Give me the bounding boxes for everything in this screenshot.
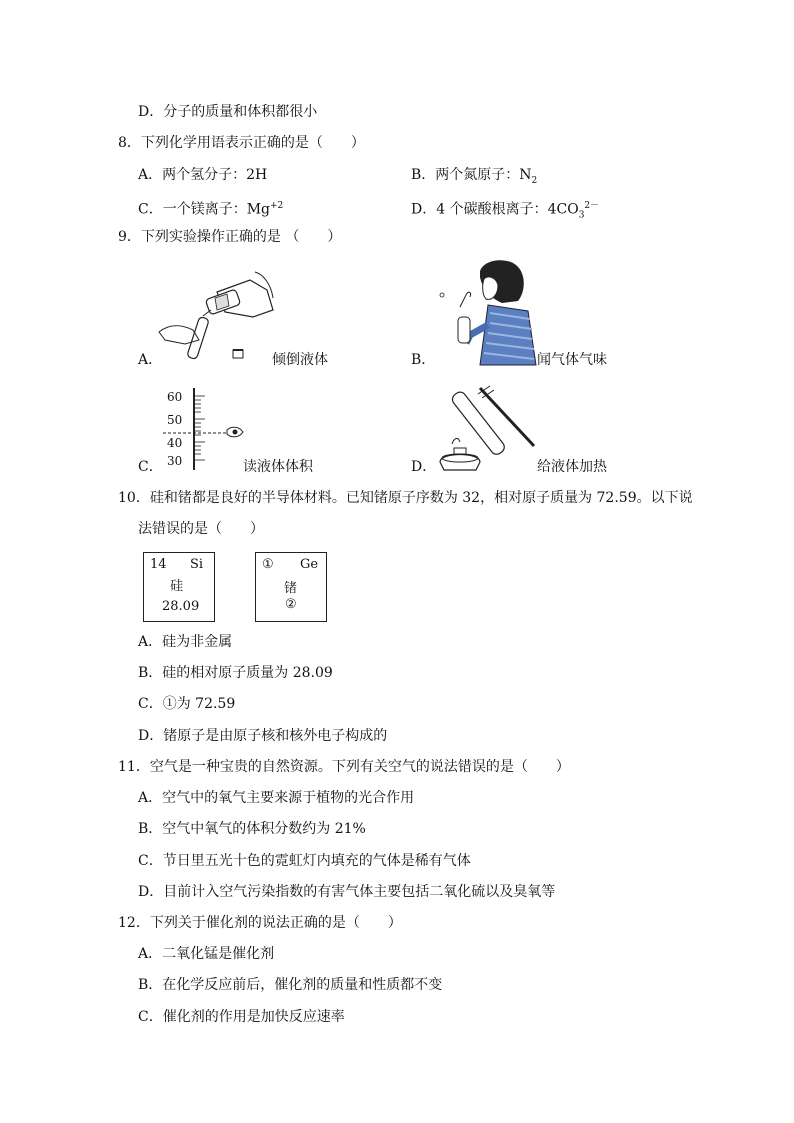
q10-option-d: D．锗原子是由原子核和核外电子构成的	[138, 728, 388, 744]
ge-symbol: Ge	[300, 557, 319, 572]
cyl-tick-50: 50	[167, 413, 183, 427]
q7-option-d: D．分子的质量和体积都很小	[138, 104, 318, 120]
q9-d-caption: 给液体加热	[537, 459, 607, 475]
q8-option-d-sub: 3	[578, 210, 585, 221]
ge-atomic-mass: ②	[285, 597, 297, 612]
smelling-gas-figure	[432, 255, 542, 367]
q9-a-caption: 倾倒液体	[272, 352, 328, 368]
q11-option-d: D．目前计入空气污染指数的有害气体主要包括二氧化硫以及臭氧等	[138, 884, 556, 900]
cyl-tick-40: 40	[167, 436, 183, 450]
si-symbol: Si	[190, 557, 204, 572]
q9-c-caption: 读液体体积	[243, 459, 313, 475]
q9-b-letter: B．	[411, 352, 436, 368]
germanium-element-card	[255, 552, 327, 622]
ge-name: 锗	[284, 581, 298, 596]
q11-option-b: B．空气中氧气的体积分数约为 21%	[138, 821, 366, 837]
q9-c-letter: C．	[138, 459, 163, 475]
q8-option-d-sup: 2－	[584, 201, 600, 211]
q8-option-a: A．两个氢分子：2H	[138, 167, 268, 183]
q12-option-c: C．催化剂的作用是加快反应速率	[138, 1009, 345, 1025]
q8-option-b-text: B．两个氮原子：N	[411, 167, 532, 183]
si-name: 硅	[170, 579, 184, 594]
q11-option-a: A．空气中的氧气主要来源于植物的光合作用	[138, 790, 415, 806]
q12-option-a: A．二氧化锰是催化剂	[138, 946, 275, 962]
q9-a-letter: A．	[138, 352, 163, 368]
ge-atomic-number: ①	[262, 557, 274, 572]
q10-option-b: B．硅的相对原子质量为 28.09	[138, 665, 333, 681]
q12-option-b: B．在化学反应前后，催化剂的质量和性质都不变	[138, 977, 443, 993]
q8-stem: 8．下列化学用语表示正确的是（ ）	[118, 135, 365, 151]
q9-b-caption: 闻气体气味	[537, 352, 607, 368]
q8-option-b-sub: 2	[531, 175, 538, 186]
q8-option-c	[138, 196, 283, 220]
heating-liquid-figure	[430, 384, 540, 476]
q9-stem: 9．下列实验操作正确的是 （ ）	[118, 229, 342, 245]
pouring-liquid-figure	[155, 262, 285, 367]
cylinder-marks	[163, 388, 253, 472]
cyl-tick-60: 60	[167, 390, 183, 404]
q8-option-c-sup: +2	[270, 201, 284, 211]
q11-option-c: C．节日里五光十色的霓虹灯内填充的气体是稀有气体	[138, 853, 471, 869]
q10-option-c: C．①为 72.59	[138, 696, 236, 712]
q10-stem-line2: 法错误的是（ ）	[138, 521, 264, 537]
cyl-tick-30: 30	[167, 454, 183, 468]
q12-stem: 12．下列关于催化剂的说法正确的是（ ）	[118, 915, 402, 931]
q11-stem: 11．空气是一种宝贵的自然资源。下列有关空气的说法错误的是（ ）	[118, 759, 570, 775]
si-atomic-mass: 28.09	[162, 599, 200, 614]
q9-d-letter: D．	[411, 459, 437, 475]
graduated-cylinder-figure	[163, 388, 253, 472]
q8-option-d	[411, 196, 599, 225]
q10-option-a: A．硅为非金属	[138, 634, 233, 650]
silicon-element-card	[143, 552, 215, 622]
q8-option-d-text: D．4 个碳酸根离子：4CO	[411, 201, 579, 218]
si-atomic-number: 14	[150, 557, 167, 572]
q8-option-b	[411, 165, 537, 191]
q8-option-c-text: C．一个镁离子：Mg	[138, 201, 271, 218]
q10-stem-line1: 10．硅和锗都是良好的半导体材料。已知锗原子序数为 32，相对原子质量为 72.59。以下说	[118, 490, 693, 506]
